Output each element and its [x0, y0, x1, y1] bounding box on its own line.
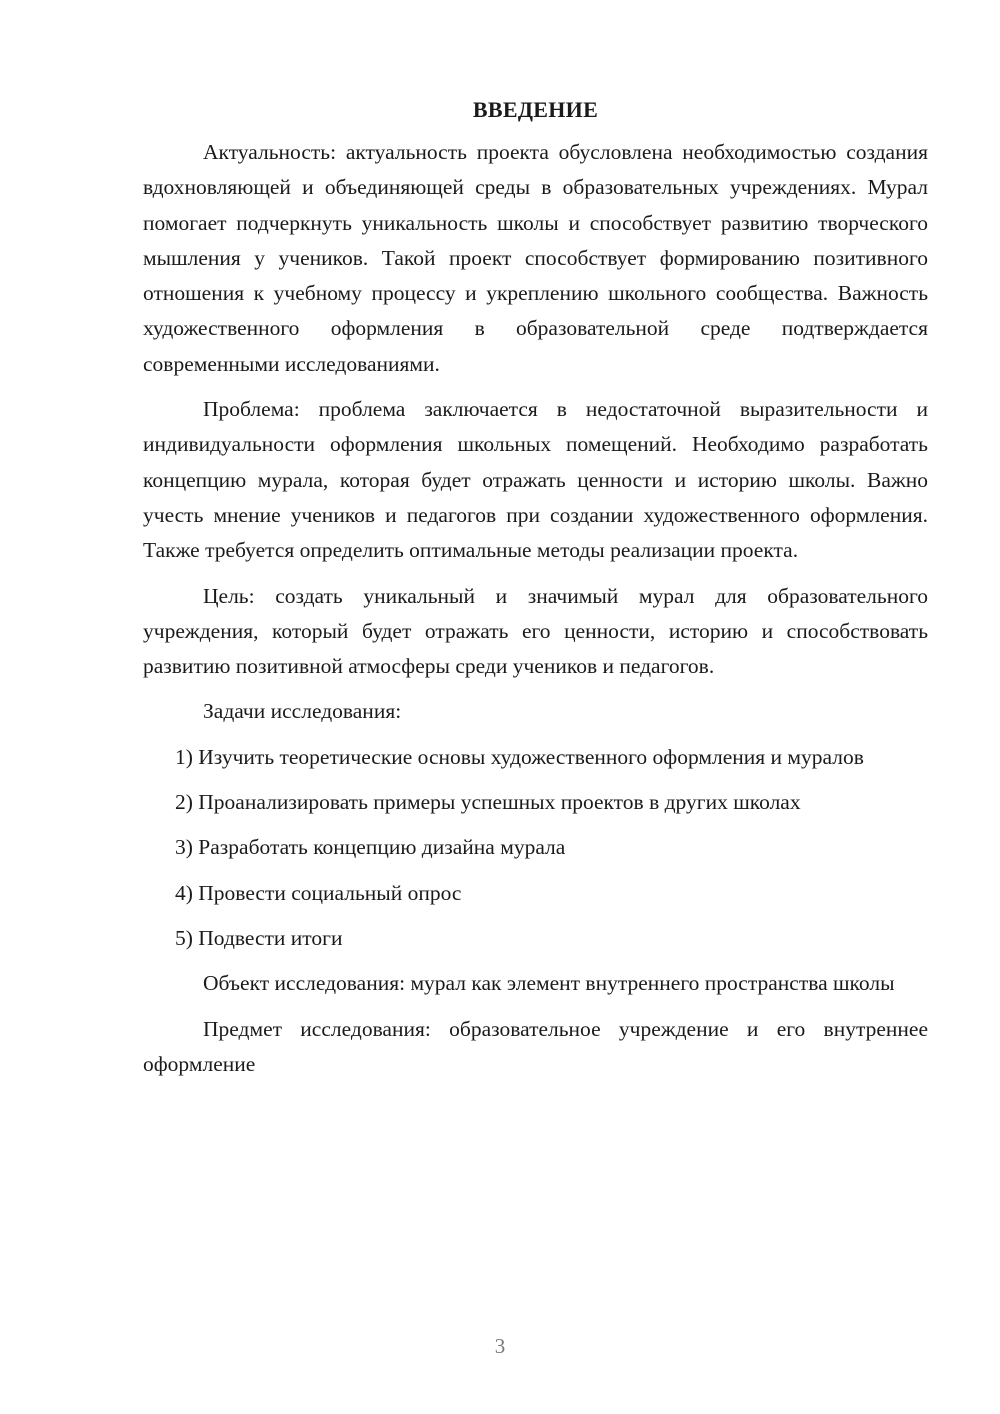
- task-item-3: 3) Разработать концепцию дизайна мурала: [175, 835, 566, 860]
- task-item-2: 2) Проанализировать примеры успешных проектов в других школах: [175, 790, 801, 815]
- goal-paragraph: Цель: создать уникальный и значимый мурал для образовательного учреждения, который будет отражать его ценности, историю и способствовать развитию позитивной атмосферы среди учеников и педагогов.: [143, 583, 928, 679]
- task-item-5: 5) Подвести итоги: [175, 925, 343, 950]
- document-page: [143, 95, 928, 1092]
- tasks-list: [143, 740, 928, 956]
- problem-paragraph: Проблема: проблема заключается в недостаточной выразительности и индивидуальности оформления школьных помещений. Необходимо разработать концепцию мурала, которая будет отражать ценности и историю школы. Важно учесть мнение учеников и педагогов при создании художественного оформления. Также требуется определить оптимальные методы реализации проекта.: [143, 397, 928, 563]
- relevance-paragraph: Актуальность: актуальность проекта обусловлена необходимостью создания вдохновляющей и объединяющей среды в образовательных учреждениях. Мурал помогает подчеркнуть уникальность школы и способствует развитию творческого мышления у учеников. Такой проект способствует формированию позитивного отношения к учебному процессу и укреплению школьного сообщества. Важность художественного оформления в образовательной среде подтверждается современными исследованиями.: [143, 140, 928, 376]
- tasks-heading: Задачи исследования:: [203, 699, 402, 724]
- task-item-1: 1) Изучить теоретические основы художественного оформления и муралов: [175, 744, 864, 769]
- research-subject-paragraph: Предмет исследования: образовательное учреждение и его внутреннее оформление: [143, 1016, 928, 1076]
- page-number: 3: [494, 1334, 506, 1358]
- task-item-4: 4) Провести социальный опрос: [175, 880, 462, 905]
- research-object-paragraph: Объект исследования: мурал как элемент внутреннего пространства школы: [203, 971, 895, 996]
- section-title: ВВЕДЕНИЕ: [472, 97, 599, 122]
